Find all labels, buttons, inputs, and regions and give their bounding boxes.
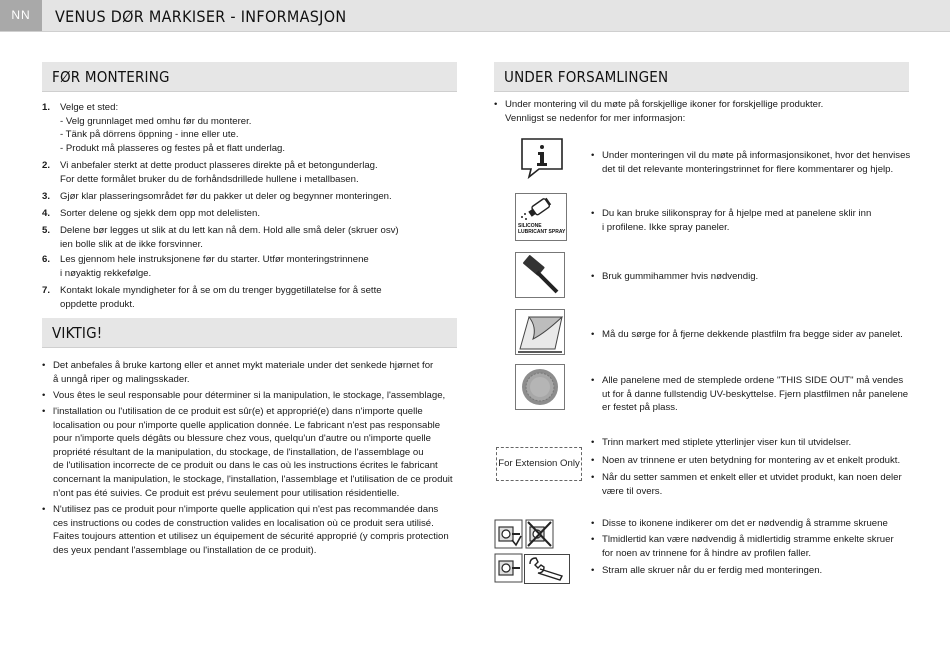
step-number: 2. [42, 160, 51, 171]
step-line: i nøyaktig rekkefølge. [60, 267, 152, 279]
step-number: 7. [42, 285, 51, 296]
text-line: Tlmidlertid kan være nødvendig å midlertidig stramme enkelte skruer [602, 534, 894, 545]
important-bullet-3 [53, 405, 453, 500]
text-line: Må du sørge for å fjerne dekkende plastfilm fra begge sider av panelet. [602, 329, 903, 340]
bullet-line: propriété résultant de la manipulation, du stockage, de l'installation, de l'assemblage ou [53, 446, 424, 458]
sun-text [602, 374, 908, 415]
step-line: Velge et sted: [60, 102, 119, 113]
step-line: - Tänk på dörrens öppning - inne eller ute. [60, 129, 239, 141]
text-line: for noen av trinnene for å hindre av profilen faller. [602, 547, 812, 559]
silicone-label [518, 223, 565, 235]
bullet-line: n'ont pas été suivies. Ce produit est prévu seulement pour utilisation résidentielle. [53, 487, 400, 499]
text-line: Noen av trinnene er uten betydning for montering av et enkelt produkt. [602, 455, 901, 466]
step-6 [60, 253, 369, 280]
screw-bullet-2 [602, 533, 894, 560]
label-line: SILICONE [518, 223, 542, 229]
bullet-dot: • [591, 150, 595, 161]
important-bullet-1 [53, 359, 433, 386]
text-line: Når du setter sammen et enkelt eller et utvidet produkt, kan noen deler [602, 472, 902, 483]
extension-bullet-1 [602, 436, 851, 450]
step-line: Sorter delene og sjekk dem opp mot delelisten. [60, 208, 260, 219]
plastic-film-icon [515, 309, 565, 355]
bullet-dot: • [591, 455, 595, 466]
step-3 [60, 190, 392, 204]
screw-no-tighten-icon [526, 520, 553, 548]
step-line: Kontakt lokale myndigheter for å se om du trenger byggetillatelse for å sette [60, 285, 382, 296]
text-line: Trinn markert med stiplete ytterlinjer viser kun til utvidelser. [602, 437, 852, 448]
screw-bullet-3 [602, 564, 822, 578]
step-4 [60, 207, 260, 221]
step-line: For dette formålet bruker du de forhåndsdrillede hullene i metallbasen. [60, 173, 359, 185]
bullet-line: des yeux pendant l'assemblage ou l'installation de ce produit). [53, 544, 317, 556]
step-number: 5. [42, 225, 51, 236]
bullet-line: l'installation ou l'utilisation de ce produit est sûr(e) et approprié(e) dans n'importe quelle [53, 406, 423, 417]
intro-line: Under montering vil du møte på forskjellige ikoner for forskjellige produkter. [505, 99, 824, 110]
text-line: ut for å danne fullstendig UV-beskyttelse. Fjern plastfilmen når panelene [602, 388, 909, 400]
spray-can-icon [516, 194, 566, 224]
bullet-dot: • [591, 208, 595, 219]
step-number: 4. [42, 208, 51, 219]
important-bullet-4 [53, 503, 449, 557]
section-title: VIKTIG! [52, 324, 103, 342]
bullet-dot: • [591, 565, 595, 576]
bullet-dot: • [494, 99, 498, 110]
bullet-dot: • [591, 437, 595, 448]
document-title: VENUS DØR MARKISER - INFORMASJON [55, 7, 347, 26]
text-line: er festet på plass. [602, 402, 678, 414]
top-bar [0, 0, 950, 32]
bullet-line: Faites toujours attention et utilisez un équipement de sécurité approprié (y compris protection [53, 531, 449, 543]
text-line: Stram alle skruer når du er ferdig med monteringen. [602, 565, 823, 576]
section-heading-before [42, 62, 457, 92]
text-line: Alle panelene med de stemplede ordene "THIS SIDE OUT" må vendes [602, 375, 904, 386]
bullet-dot: • [42, 360, 46, 371]
section-title: FØR MONTERING [52, 68, 170, 86]
screw-loose-icon [495, 520, 522, 548]
bullet-line: concernant la manipulation, le stockage, l'installation, l'assemblage et l'utilisation de ce produit [53, 473, 453, 485]
screw-bullet-1 [602, 517, 888, 531]
language-tab: NN [0, 0, 42, 31]
step-line: - Produkt må plasseres og festes på et flatt underlag. [60, 142, 286, 154]
section-heading-important [42, 318, 457, 348]
step-5 [60, 224, 399, 251]
step-line: Les gjennom hele instruksjonene før du starter. Utfør monteringstrinnene [60, 254, 369, 265]
step-line: Vi anbefaler sterkt at dette product plasseres direkte på et betongunderlag. [60, 160, 378, 171]
bullet-line: de l'utilisation incorrecte de ce produit ou dans le cas où les instructions écrites le fabricant [53, 460, 438, 472]
section-heading-during [494, 62, 909, 92]
bullet-dot: • [591, 329, 595, 340]
bullet-dot: • [42, 504, 46, 515]
sun-uv-icon [515, 364, 565, 410]
during-intro [505, 98, 823, 125]
bullet-dot: • [591, 375, 595, 386]
step-line: oppdette produkt. [60, 298, 135, 310]
step-7 [60, 284, 382, 311]
intro-line: Vennligst se nedenfor for mer informasjon: [505, 112, 686, 124]
bullet-line: å unngå riper og malingsskader. [53, 373, 190, 385]
step-number: 3. [42, 191, 51, 202]
info-icon-text [602, 149, 910, 176]
extension-bullet-2 [602, 454, 900, 468]
bullet-line: localisation ou pour n'importe quelle application donnée. Le fabricant n'est pas responsable [53, 419, 441, 431]
step-line: - Velg grunnlaget med omhu før du monterer. [60, 115, 252, 127]
label-line: LUBRICANT SPRAY [518, 229, 566, 235]
step-line: ien bolle slik at de ikke forsvinner. [60, 238, 203, 250]
bullet-dot: • [591, 271, 595, 282]
bullet-line: Det anbefales å bruke kartong eller et annet mykt materiale under det senkede hjørnet for [53, 360, 434, 371]
step-number: 6. [42, 254, 51, 265]
step-number: 1. [42, 102, 51, 113]
bullet-dot: • [591, 534, 595, 545]
step-2 [60, 159, 378, 186]
extension-only-box: For Extension Only [496, 447, 582, 481]
info-icon [519, 137, 565, 179]
section-title: UNDER FORSAMLINGEN [504, 68, 669, 86]
silicone-spray-icon [515, 193, 567, 241]
bullet-line: Vous êtes le seul responsable pour déterminer si la manipulation, le stockage, l'assemblage, [53, 390, 446, 401]
text-line: i profilene. Ikke spray paneler. [602, 221, 730, 233]
bullet-dot: • [591, 518, 595, 529]
text-line: være til overs. [602, 485, 663, 497]
bullet-dot: • [591, 472, 595, 483]
step-line: Delene bør legges ut slik at du lett kan nå dem. Hold alle små deler (skruer osv) [60, 225, 399, 236]
bullet-dot: • [42, 390, 46, 401]
text-line: Disse to ikonene indikerer om det er nødvendig å stramme skruene [602, 518, 888, 529]
screw-tighten-icon [495, 554, 522, 582]
text-line: Du kan bruke silikonspray for å hjelpe med at panelene sklir inn [602, 208, 872, 219]
rubber-hammer-icon [515, 252, 565, 298]
text-line: Under monteringen vil du møte på informasjonsikonet, hvor det henvises [602, 150, 911, 161]
important-bullet-2 [53, 389, 445, 403]
text-line: det til det relevante monteringstrinnet for flere kommentarer og hjelp. [602, 163, 894, 175]
film-text [602, 328, 903, 342]
step-line: Gjør klar plasseringsområdet før du pakker ut deler og begynner monteringen. [60, 191, 392, 202]
bullet-line: N'utilisez pas ce produit pour n'importe quelle application qui n'est pas recommandée dans [53, 504, 439, 515]
bullet-line: ces instructions ou codes de construction valides en localisation où ce produit sera utilisé. [53, 517, 434, 529]
extension-bullet-3 [602, 471, 902, 498]
step-1 [60, 101, 285, 155]
silicone-text [602, 207, 871, 234]
bullet-dot: • [42, 406, 46, 417]
hammer-text [602, 270, 758, 284]
bullet-line: pour n'importe quels dégâts ou blessure chez vous, quelqu'un d'autre ou n'importe quelle [53, 433, 431, 445]
wrench-icon [524, 554, 570, 584]
text-line: Bruk gummihammer hvis nødvendig. [602, 271, 759, 282]
